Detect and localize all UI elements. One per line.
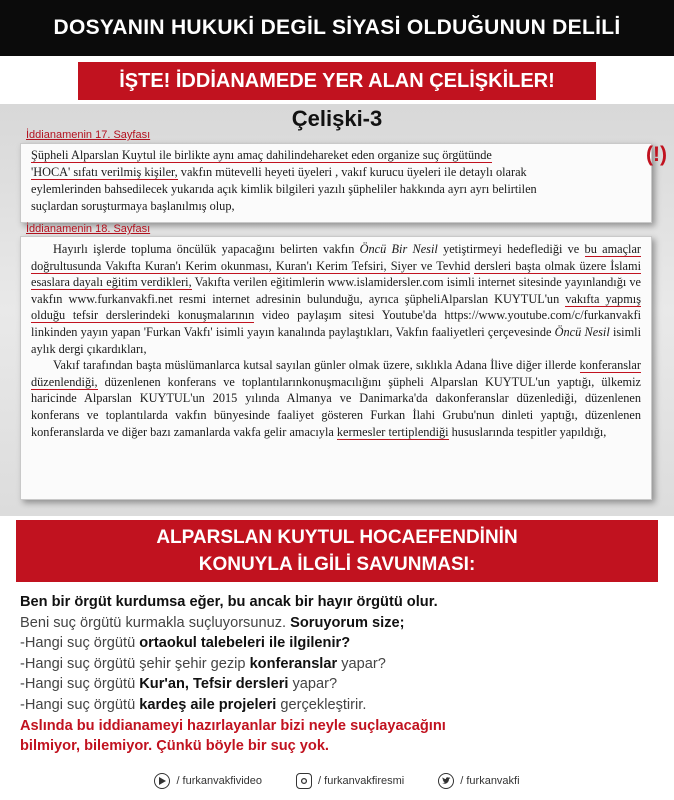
defense-line-2	[20, 613, 660, 634]
social-footer	[0, 768, 674, 794]
defense-text-part: yapar?	[337, 655, 386, 672]
excerpt2-highlight-kermes: kermesler tertiplendiği	[336, 424, 449, 439]
defense-question-prefix: -Hangi suç örgütü	[20, 676, 140, 693]
excerpt2-highlight-kuran: bu amaçlar doğrultusunda Vakıfta Kuran'ı Kerim okunması, Kuran'ı Kerim Tefsiri, Siyer ve Tevhid	[31, 242, 642, 273]
excerpt1-text: vakfın mütevelli heyeti üyeleri , vakıf kurucu üyeleri ile detaylı olarak	[177, 165, 527, 179]
footer-link-video[interactable]	[154, 773, 262, 789]
defense-text-part: gerçekleştirir.	[276, 696, 367, 713]
footer-label-twitter: / furkanvakfi	[460, 775, 520, 787]
excerpt-page-17	[20, 143, 652, 223]
excerpt1-text: eylemlerinden bahsedilecek yukarıda açık kimlik bilgileri yazılı şüpheliler hakkında ayrı ayrı belirtilen	[31, 182, 537, 196]
warning-mark: (!)	[646, 143, 667, 166]
excerpt2-text: düzenlenen konferans ve toplantılarınkonuşmacılığını şüpheli Alparslan KUYTUL'un yaptığı, ülkemiz haricinde Alparslan KUYTUL'un 2015 yılında Almanya ve Danimarka'da dakonferanslar düzenlediği, düzenlenen konferans ve toplantılarda vakfın bünyesinde faaliyet gösteren Furkan İlahi Grubu'nun dinleti yaptığı, düzenlenen konferanslarda ve diğer bazı zamanlarda vakfa gelir amacıyla	[31, 374, 641, 439]
footer-label-instagram: / furkanvakfiresmi	[318, 775, 405, 787]
defense-question-2	[20, 654, 660, 675]
excerpt2-text: hususlarında tespitler yapıldığı,	[448, 424, 607, 439]
excerpt1-highlight-hoca: 'HOCA' sıfatı verilmiş kişiler,	[31, 165, 178, 179]
defense-question-3	[20, 674, 660, 695]
footer-link-twitter[interactable]	[438, 773, 519, 789]
footer-label-video: / furkanvakfivideo	[176, 775, 263, 787]
excerpt2-text: Vakıf tarafından başta müslümanlarca kutsal sayılan günler olmak üzere, sıklıkla Adana İlive diğer illerde	[53, 358, 580, 373]
subtitle-banner	[78, 62, 596, 100]
defense-line-1: Ben bir örgüt kurdumsa eğer, bu ancak bir hayır örgütü olur.	[20, 594, 438, 610]
excerpt2-text: Vakıfta verilen eğitimlerin www.islamidersler.com isimli internet sitesinde yayınlandığı ve vakfın www.furkanvakfi.net resmi internet adresinin bulunduğu, ayrıca şüpheliAlparslan KUYTUL'un	[31, 275, 642, 306]
footer-link-instagram[interactable]	[296, 773, 404, 789]
defense-question-prefix: -Hangi suç örgütü	[20, 696, 140, 713]
defense-question-4	[20, 695, 660, 716]
page-title: DOSYANIN HUKUKİ DEGİL SİYASİ OLDUĞUNUN DELİLİ	[53, 16, 621, 39]
page-subtitle: İŞTE! İDDİANAMEDE YER ALAN ÇELİŞKİLER!	[119, 69, 555, 92]
excerpt2-italic-oncu-bir-nesil: Öncü Bir Nesil	[359, 242, 438, 256]
defense-text-part: yapar?	[288, 676, 338, 693]
defense-banner-line-1: ALPARSLAN KUYTUL HOCAEFENDİNİN	[156, 527, 518, 548]
excerpt2-paragraph-2	[31, 357, 641, 440]
excerpt2-italic-oncu-nesil: Öncü Nesil	[554, 324, 610, 339]
defense-text-bold: kardeş aile projeleri	[139, 696, 277, 713]
defense-text-bold: Kur'an, Tefsir dersleri	[139, 676, 289, 693]
defense-text	[20, 592, 660, 757]
defense-text-part: Beni suç örgütü kurmakla suçluyorsunuz.	[20, 614, 291, 631]
excerpt1-text: Şüpheli Alparslan Kuytul ile birlikte aynı amaç dahilindehareket eden organize suç örgütünde	[31, 148, 492, 162]
excerpt2-text: video paylaşım sitesi Youtube'da https://www.youtube.com/c/furkanvakfi linkinden yayın yapan 'Furkan Vakfı' isimli yayın kanalında paylaştıkları, Vakfın faaliyetleri çerçevesinde	[31, 308, 641, 339]
defense-closing-1: Aslında bu iddianameyi hazırlayanlar bizi neyle suçlayacağını	[20, 717, 446, 734]
defense-banner	[16, 520, 658, 582]
excerpt1-line-1	[31, 147, 641, 164]
defense-closing-2: bilmiyor, bilemiyor. Çünkü böyle bir suç yok.	[20, 738, 329, 755]
excerpt2-text: yetiştirmeyi hedeflediği ve	[437, 242, 580, 256]
excerpt2-text: Hayırlı işlerde topluma öncülük yapacağını belirten vakfın	[53, 242, 360, 256]
excerpt2-highlight-konferans: konferanslar düzenlendiği,	[31, 358, 641, 389]
excerpt1-line-2	[31, 164, 641, 181]
video-icon	[154, 773, 170, 789]
excerpt2-highlight-tefsir: vakıfta yapmış olduğu tefsir derslerindeki konuşmalarının	[31, 291, 641, 323]
defense-text-bold: ortaokul talebeleri ile ilgilenir?	[139, 635, 351, 652]
instagram-icon	[296, 773, 312, 789]
excerpt2-paragraph-1	[31, 241, 641, 357]
excerpt1-text: suçlardan soruşturmaya başlanılmış olup,	[31, 199, 235, 213]
excerpt1-line-3	[31, 181, 641, 198]
twitter-icon	[438, 773, 454, 789]
page-label-18: İddianamenin 18. Sayfası	[26, 223, 151, 235]
excerpt-page-18	[20, 236, 652, 500]
excerpt2-text: isimli aylık dergi çıkardıkları,	[31, 324, 641, 356]
top-banner	[0, 0, 674, 56]
excerpt2-highlight-dersleri: dersleri başta olmak üzere İslami esaslara dayalı eğitim verdikleri,	[31, 258, 641, 290]
excerpt1-line-4	[31, 198, 641, 215]
defense-text-bold: Soruyorum size;	[290, 614, 405, 631]
defense-banner-line-2: KONUYLA İLGİLİ SAVUNMASI:	[198, 554, 476, 575]
defense-text-bold: konferanslar	[249, 655, 338, 672]
defense-question-prefix: -Hangi suç örgütü şehir şehir gezip	[20, 655, 250, 672]
contradiction-label: Çelişki-3	[291, 106, 383, 131]
defense-question-1	[20, 633, 660, 654]
defense-question-prefix: -Hangi suç örgütü	[20, 635, 140, 652]
page-label-17: İddianamenin 17. Sayfası	[26, 129, 151, 141]
